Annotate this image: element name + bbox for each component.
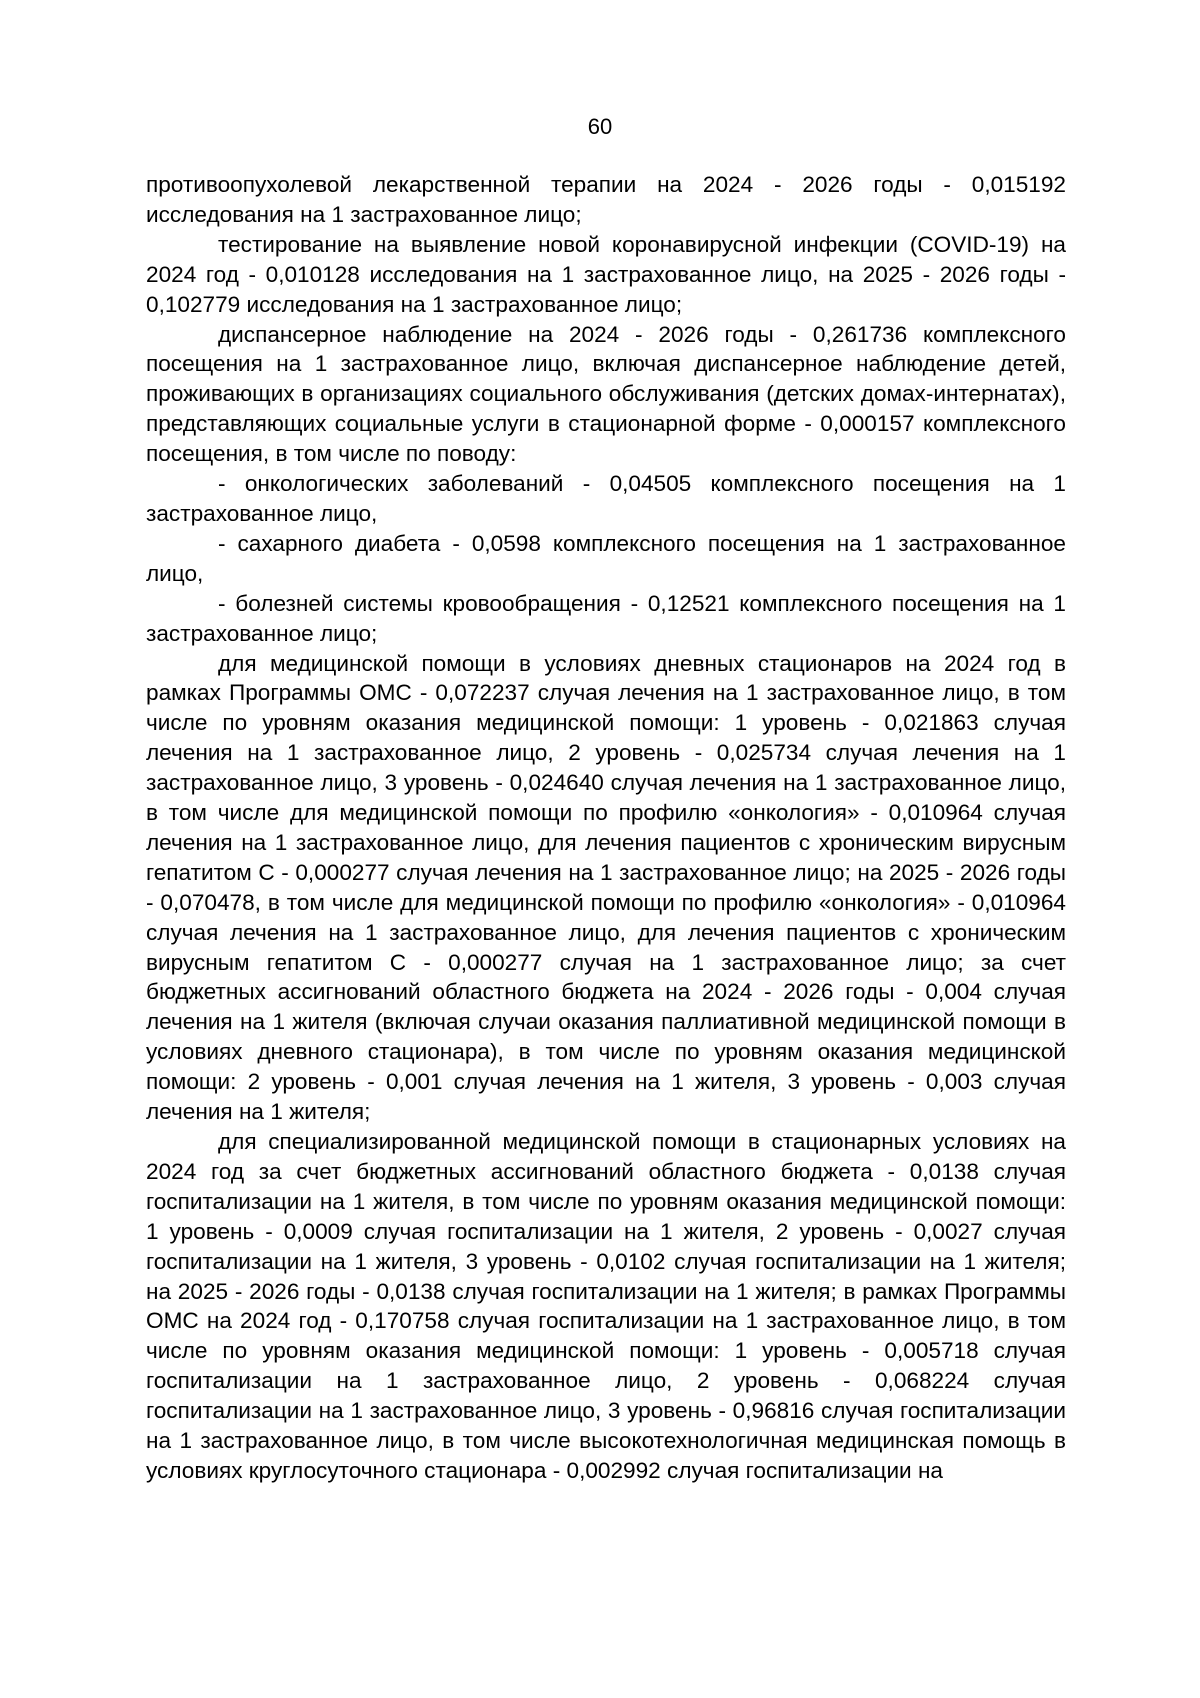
paragraph-dispensary-observation: диспансерное наблюдение на 2024 - 2026 годы - 0,261736 комплексного посещения на 1 застрахованное лицо, включая диспансерное наблюдение детей, проживающих в организациях социального обслуживания (детских домах-интернатах), представляющих социальные услуги в стационарной форме - 0,000157 комплексного посещения, в том числе по поводу:	[146, 321, 1066, 467]
paragraph-inpatient-care: для специализированной медицинской помощи в стационарных условиях на 2024 год за счет бюджетных ассигнований областного бюджета - 0,0138 случая госпитализации на 1 жителя, в том числе по уровням оказания медицинской помощи: 1 уровень - 0,0009 случая госпитализации на 1 жителя, 2 уровень - 0,0027 случая госпитализации на 1 жителя, 3 уровень - 0,0102 случая госпитализации на 1 жителя; на 2025 - 2026 годы - 0,0138 случая госпитализации на 1 жителя; в рамках Программы ОМС на 2024 год - 0,170758 случая госпитализации на 1 застрахованное лицо, в том числе по уровням оказания медицинской помощи: 1 уровень - 0,005718 случая госпитализации на 1 застрахованное лицо, 2 уровень - 0,068224 случая госпитализации на 1 застрахованное лицо, 3 уровень - 0,96816 случая госпитализации на 1 застрахованное лицо, в том числе высокотехнологичная медицинская помощь в условиях круглосуточного стационара - 0,002992 случая госпитализации на	[146, 1129, 1066, 1483]
paragraph-oncology-item: - онкологических заболеваний - 0,04505 комплексного посещения на 1 застрахованное лицо,	[146, 471, 1066, 526]
paragraph-circulatory-item: - болезней системы кровообращения - 0,12521 комплексного посещения на 1 застрахованное лицо;	[146, 590, 1066, 646]
paragraph-diabetes-item: - сахарного диабета - 0,0598 комплексного посещения на 1 застрахованное лицо,	[146, 530, 1066, 586]
document-body	[146, 170, 1066, 1486]
paragraph-continuation: противоопухолевой лекарственной терапии на 2024 - 2026 годы - 0,015192 исследования на 1 застрахованное лицо;	[146, 172, 1066, 227]
page-number: 60	[587, 114, 613, 139]
paragraph-covid-testing: тестирование на выявление новой коронавирусной инфекции (COVID-19) на 2024 год - 0,010128 исследования на 1 застрахованное лицо, на 2025 - 2026 годы - 0,102779 исследования на 1 застрахованное лицо;	[146, 231, 1066, 317]
paragraph-day-hospital: для медицинской помощи в условиях дневных стационаров на 2024 год в рамках Программы ОМС - 0,072237 случая лечения на 1 застрахованное лицо, в том числе по уровням оказания медицинской помощи: 1 уровень - 0,021863 случая лечения на 1 застрахованное лицо, 2 уровень - 0,025734 случая лечения на 1 застрахованное лицо, 3 уровень - 0,024640 случая лечения на 1 застрахованное лицо, в том числе для медицинской помощи по профилю «онкология» - 0,010964 случая лечения на 1 застрахованное лицо, для лечения пациентов с хроническим вирусным гепатитом С - 0,000277 случая лечения на 1 застрахованное лицо; на 2025 - 2026 годы - 0,070478, в том числе для медицинской помощи по профилю «онкология» - 0,010964 случая лечения на 1 застрахованное лицо, для лечения пациентов с хроническим вирусным гепатитом С - 0,000277 случая на 1 застрахованное лицо; за счет бюджетных ассигнований областного бюджета на 2024 - 2026 годы - 0,004 случая лечения на 1 жителя (включая случаи оказания паллиативной медицинской помощи в условиях дневного стационара), в том числе по уровням оказания медицинской помощи: 2 уровень - 0,001 случая лечения на 1 жителя, 3 уровень - 0,003 случая лечения на 1 жителя;	[146, 650, 1066, 1125]
